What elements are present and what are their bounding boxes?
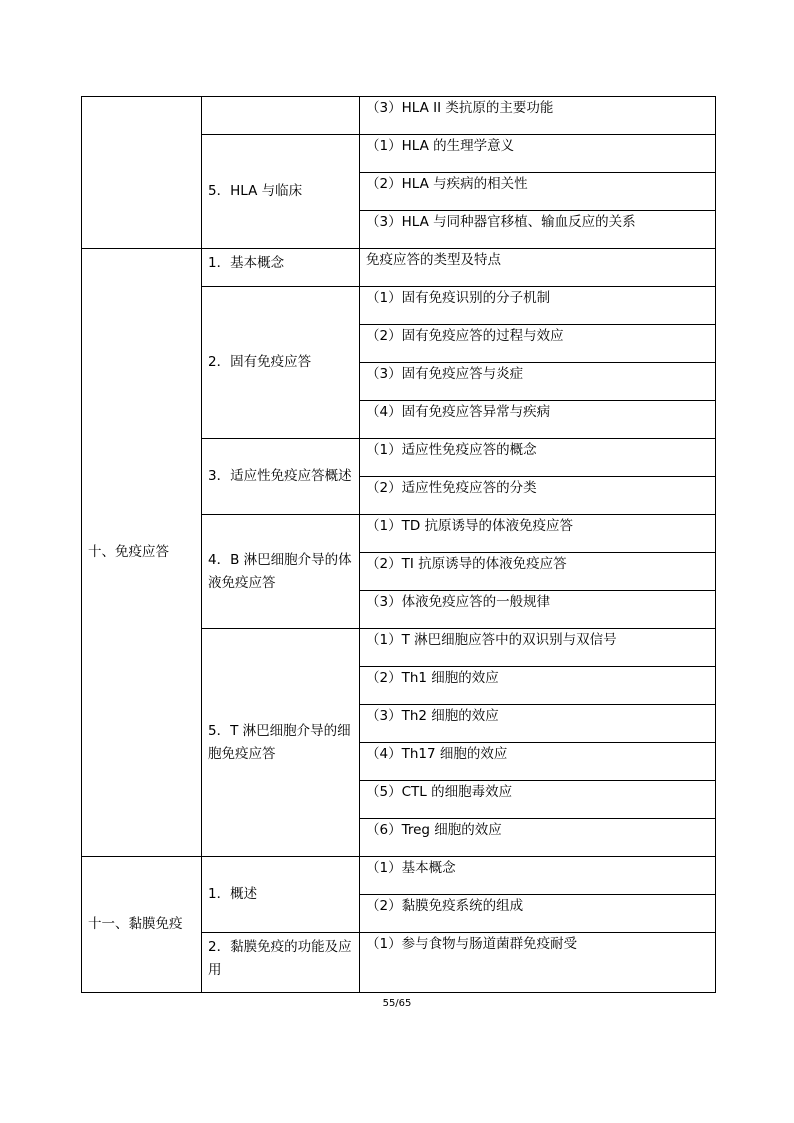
item-cell: （1）T 淋巴细胞应答中的双识别与双信号 (360, 629, 716, 667)
item-cell: （5）CTL 的细胞毒效应 (360, 781, 716, 819)
item-cell: （1）参与食物与肠道菌群免疫耐受 (360, 933, 716, 993)
item-cell: （6）Treg 细胞的效应 (360, 819, 716, 857)
item-cell: （4）Th17 细胞的效应 (360, 743, 716, 781)
topic-cell: 1．概述 (202, 857, 360, 933)
item-cell: （1）HLA 的生理学意义 (360, 135, 716, 173)
table-row (82, 97, 716, 135)
topic-cell-continued (202, 97, 360, 135)
syllabus-table (81, 96, 716, 993)
chapter-cell: 十、免疫应答 (82, 249, 202, 857)
item-cell: （2）HLA 与疾病的相关性 (360, 173, 716, 211)
item-cell: （1）适应性免疫应答的概念 (360, 439, 716, 477)
topic-cell: 2．黏膜免疫的功能及应用 (202, 933, 360, 993)
chapter-cell: 十一、黏膜免疫 (82, 857, 202, 993)
item-cell: （2）Th1 细胞的效应 (360, 667, 716, 705)
item-cell: （1）固有免疫识别的分子机制 (360, 287, 716, 325)
item-cell: 免疫应答的类型及特点 (360, 249, 716, 287)
item-cell: （3）HLA II 类抗原的主要功能 (360, 97, 716, 135)
item-cell: （2）TI 抗原诱导的体液免疫应答 (360, 553, 716, 591)
topic-cell: 5．HLA 与临床 (202, 135, 360, 249)
item-cell: （1）TD 抗原诱导的体液免疫应答 (360, 515, 716, 553)
item-cell: （3）HLA 与同种器官移植、输血反应的关系 (360, 211, 716, 249)
topic-cell: 2．固有免疫应答 (202, 287, 360, 439)
table-row (82, 857, 716, 895)
item-cell: （3）体液免疫应答的一般规律 (360, 591, 716, 629)
item-cell: （3）Th2 细胞的效应 (360, 705, 716, 743)
item-cell: （2）适应性免疫应答的分类 (360, 477, 716, 515)
item-cell: （2）固有免疫应答的过程与效应 (360, 325, 716, 363)
topic-cell: 5．T 淋巴细胞介导的细胞免疫应答 (202, 629, 360, 857)
topic-cell: 4．B 淋巴细胞介导的体液免疫应答 (202, 515, 360, 629)
item-cell: （4）固有免疫应答异常与疾病 (360, 401, 716, 439)
item-cell: （2）黏膜免疫系统的组成 (360, 895, 716, 933)
page-number: 55/65 (382, 998, 412, 1009)
topic-cell: 3．适应性免疫应答概述 (202, 439, 360, 515)
chapter-cell-continued (82, 97, 202, 249)
table-row (82, 249, 716, 287)
item-cell: （3）固有免疫应答与炎症 (360, 363, 716, 401)
topic-cell: 1．基本概念 (202, 249, 360, 287)
item-cell: （1）基本概念 (360, 857, 716, 895)
